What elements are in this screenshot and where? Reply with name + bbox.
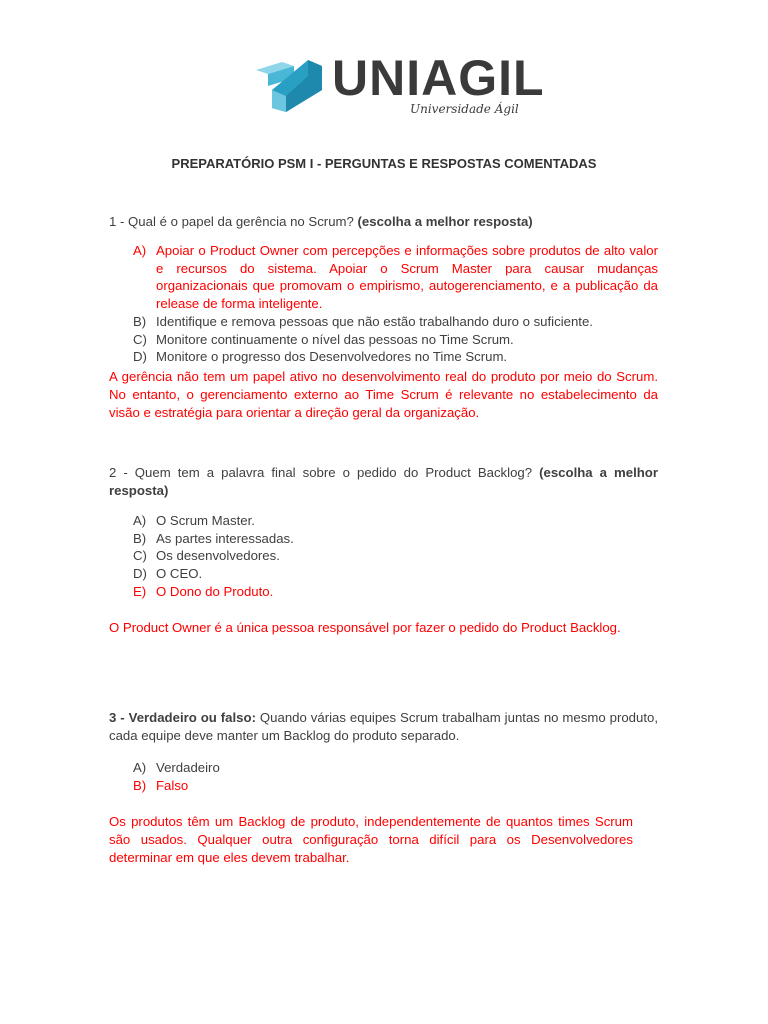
option-text: Apoiar o Product Owner com percepções e informações sobre produtos de alto valor e recursos do sistema. Apoiar o Scrum Master para causar mudanças organizacionais que promovam o empirismo, autogerenciamento, e a publicação da release de forma inteligente. — [156, 243, 658, 312]
option-letter: A) — [133, 760, 147, 775]
question-1-options — [133, 242, 658, 366]
option-3b — [133, 777, 658, 795]
logo-mark-icon — [252, 56, 324, 112]
option-letter: D) — [133, 566, 147, 582]
option-1c — [133, 331, 658, 349]
question-1-explanation: A gerência não tem um papel ativo no desenvolvimento real do produto por meio do Scrum. No entanto, o gerenciamento externo ao Time Scrum é relevante no estabelecimento da visão e estratégia para orientar a direção geral da organização. — [109, 369, 658, 420]
option-text: O CEO. — [156, 566, 203, 582]
option-text: Os desenvolvedores. — [156, 548, 280, 564]
question-3-number: 3 - — [109, 710, 125, 725]
option-1d — [133, 348, 658, 366]
question-3-instruction: Verdadeiro ou falso: — [128, 710, 256, 725]
option-2d — [133, 565, 658, 583]
option-letter: C) — [133, 548, 147, 564]
uniagil-logo — [252, 50, 545, 124]
option-1b — [133, 313, 658, 331]
option-text: O Dono do Produto. — [156, 583, 274, 599]
logo-wordmark: UNIAGIL — [332, 50, 545, 106]
option-letter: B) — [133, 530, 147, 546]
question-2-prompt — [109, 464, 658, 500]
question-3-options — [133, 759, 658, 794]
option-letter: B) — [133, 777, 147, 793]
option-letter: B) — [133, 313, 147, 329]
question-3-explanation: Os produtos têm um Backlog de produto, independentemente de quantos times Scrum são usados. Qualquer outra configuração torna difícil para os Desenvolvedores determinar em que eles devem trabalhar. — [109, 814, 633, 865]
question-3-text: Quando várias equipes Scrum trabalham juntas no mesmo produto, cada equipe deve manter um Backlog do produto separado. — [109, 710, 658, 743]
option-letter: A) — [133, 243, 147, 258]
option-2c — [133, 547, 658, 565]
question-1-text: 1 - Qual é o papel da gerência no Scrum? — [109, 214, 354, 229]
option-letter: D) — [133, 349, 147, 365]
question-2-text: 2 - Quem tem a palavra final sobre o pedido do Product Backlog? — [109, 465, 533, 480]
option-text: Falso — [156, 777, 189, 793]
document-title: PREPARATÓRIO PSM I - PERGUNTAS E RESPOSTAS COMENTADAS — [171, 156, 597, 171]
question-1-instruction: (escolha a melhor resposta) — [357, 214, 533, 229]
option-2b — [133, 530, 658, 548]
option-text: Identifique e remova pessoas que não estão trabalhando duro o suficiente. — [156, 313, 593, 329]
logo-subtitle: Universidade Ágil — [410, 102, 519, 116]
option-text: Verdadeiro — [156, 760, 220, 775]
question-2-explanation: O Product Owner é a única pessoa responsável por fazer o pedido do Product Backlog. — [109, 620, 621, 635]
question-1-prompt — [109, 213, 658, 231]
question-3-prompt — [109, 709, 658, 745]
option-text: Monitore o progresso dos Desenvolvedores no Time Scrum. — [156, 349, 508, 365]
option-2a — [133, 512, 658, 530]
question-2-options — [133, 512, 658, 601]
option-text: O Scrum Master. — [156, 513, 255, 528]
option-2e — [133, 583, 658, 601]
question-2-instruction: (escolha a melhor resposta) — [109, 465, 658, 498]
option-1a — [133, 242, 658, 313]
option-text: Monitore continuamente o nível das pessoas no Time Scrum. — [156, 331, 514, 347]
option-letter: C) — [133, 331, 147, 347]
option-letter: A) — [133, 513, 147, 528]
option-letter: E) — [133, 583, 147, 599]
option-3a — [133, 759, 658, 777]
option-text: As partes interessadas. — [156, 530, 294, 546]
